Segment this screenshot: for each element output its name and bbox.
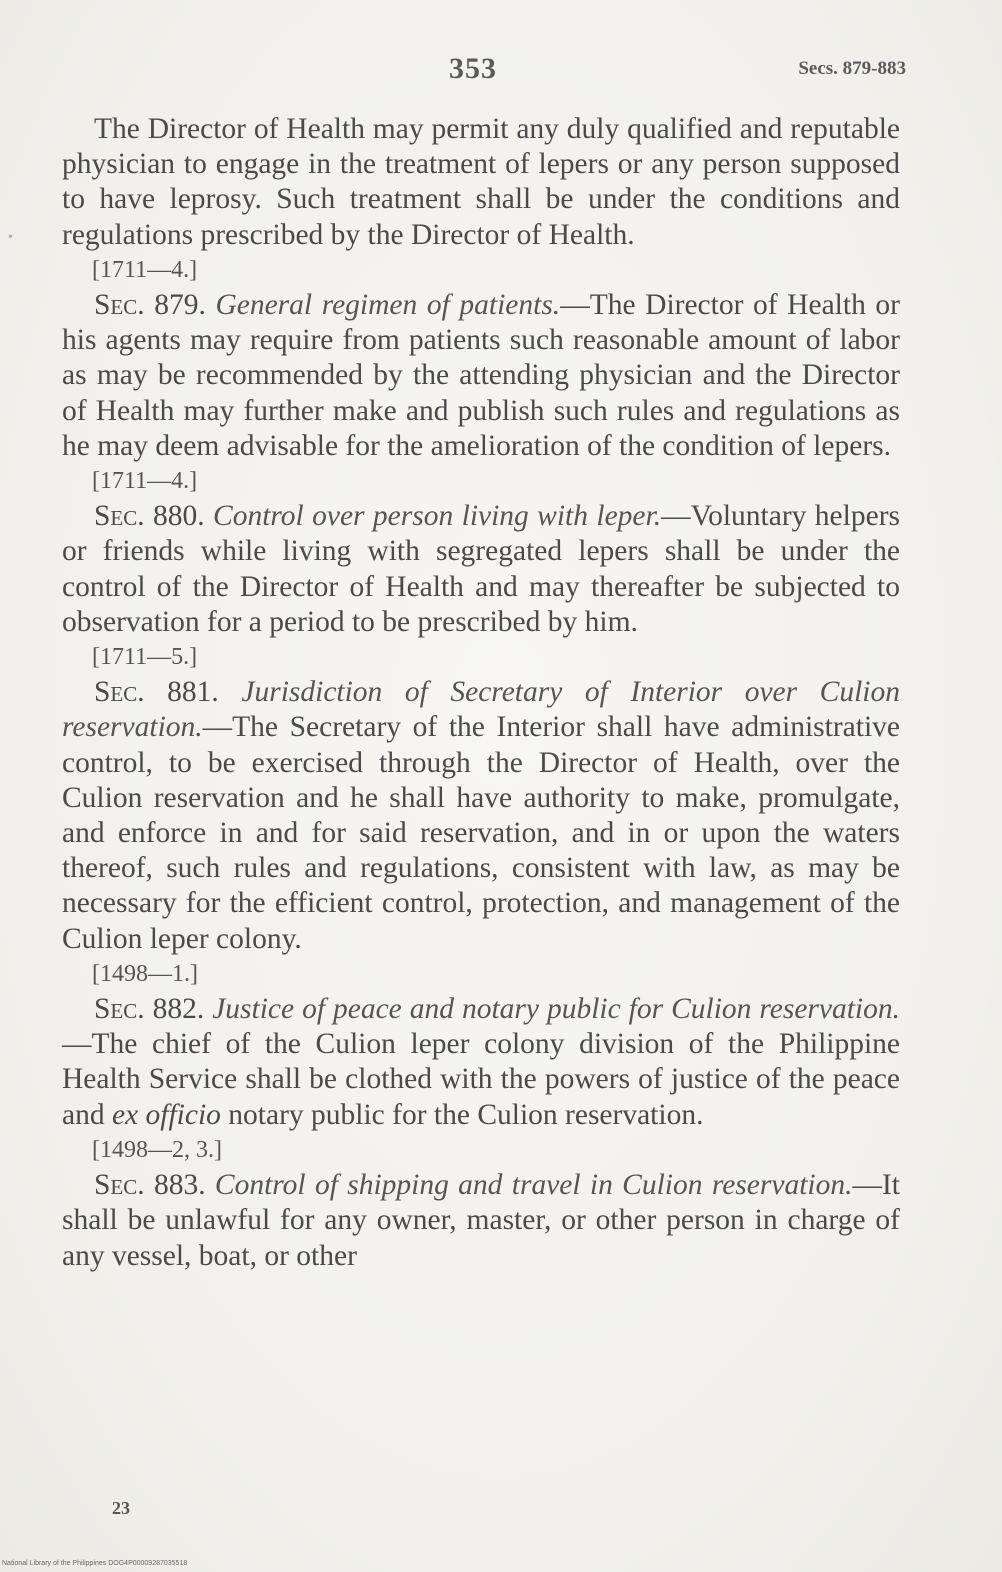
margin-mark: •	[8, 230, 13, 245]
citation: [1498—1.]	[92, 960, 198, 987]
section-881	[62, 675, 900, 957]
section-heading: Jurisdiction of Secretary of Interior over Culion reservation.	[62, 676, 901, 744]
body-text	[62, 112, 900, 1274]
section-heading: Justice of peace and notary public for Culion reservation.	[212, 993, 901, 1026]
section-body-continued: notary public for the Culion reservation.	[228, 1098, 704, 1131]
citation: [1711—4.]	[92, 256, 198, 283]
citation: [1711—5.]	[92, 644, 198, 671]
section-body: —It shall be unlawful for any owner, master, or other person in charge of any vessel, boat, or other	[62, 1169, 901, 1272]
section-heading: Control of shipping and travel in Culion reservation.	[214, 1169, 853, 1202]
section-879	[62, 288, 900, 464]
section-label: Sec. 883.	[94, 1169, 206, 1202]
section-body: —The Director of Health or his agents may require from patients such reasonable amount of labor as may be recommended by the attending physician and the Director of Health may further make and publish such rules and regulations as he may deem advisable for the amelioration of the condition of lepers.	[62, 289, 900, 462]
page-number: 353	[449, 52, 497, 85]
section-body: —The chief of the Culion leper colony division of the Philippine Health Service shall be clothed with the powers of justice of the peace and	[62, 1028, 900, 1131]
section-heading: Control over person living with leper.	[213, 500, 662, 533]
paragraph-intro: The Director of Health may permit any duly qualified and reputable physician to engage in the treatment of lepers or any person supposed to have leprosy. Such treatment shall be under the conditions and regulations prescribed by the Director of Health.	[62, 113, 900, 251]
section-body: —Voluntary helpers or friends while living with segregated lepers shall be under the control of the Director of Health and may thereafter be subjected to observation for a period to be prescribed by him.	[62, 500, 900, 638]
latin-term: ex officio	[111, 1098, 221, 1131]
section-label: Sec. 882.	[94, 993, 205, 1026]
citation: [1711—4.]	[92, 468, 198, 495]
section-body: —The Secretary of the Interior shall have administrative control, to be exercised through the Director of Health, over the Culion reservation and he shall have authority to make, promulgate, and enforce in and for said reservation, and in or upon the waters thereof, such rules and regulations, consistent with law, as may be necessary for the efficient control, protection, and management of the Culion leper colony.	[62, 711, 900, 955]
signature-mark: 23	[112, 1498, 130, 1518]
section-label: Sec. 879.	[94, 289, 206, 322]
scan-credit: National Library of the Philippines DOG4P00009287035518	[2, 1560, 188, 1567]
section-heading: General regimen of patients.	[215, 289, 561, 322]
section-880	[62, 499, 900, 640]
section-882	[62, 992, 900, 1133]
section-label: Sec. 881.	[94, 676, 219, 709]
citation: [1498—2, 3.]	[92, 1136, 222, 1163]
page-header	[0, 50, 1002, 90]
section-883	[62, 1168, 900, 1274]
section-label: Sec. 880.	[94, 500, 205, 533]
running-head: Secs. 879-883	[798, 58, 906, 79]
